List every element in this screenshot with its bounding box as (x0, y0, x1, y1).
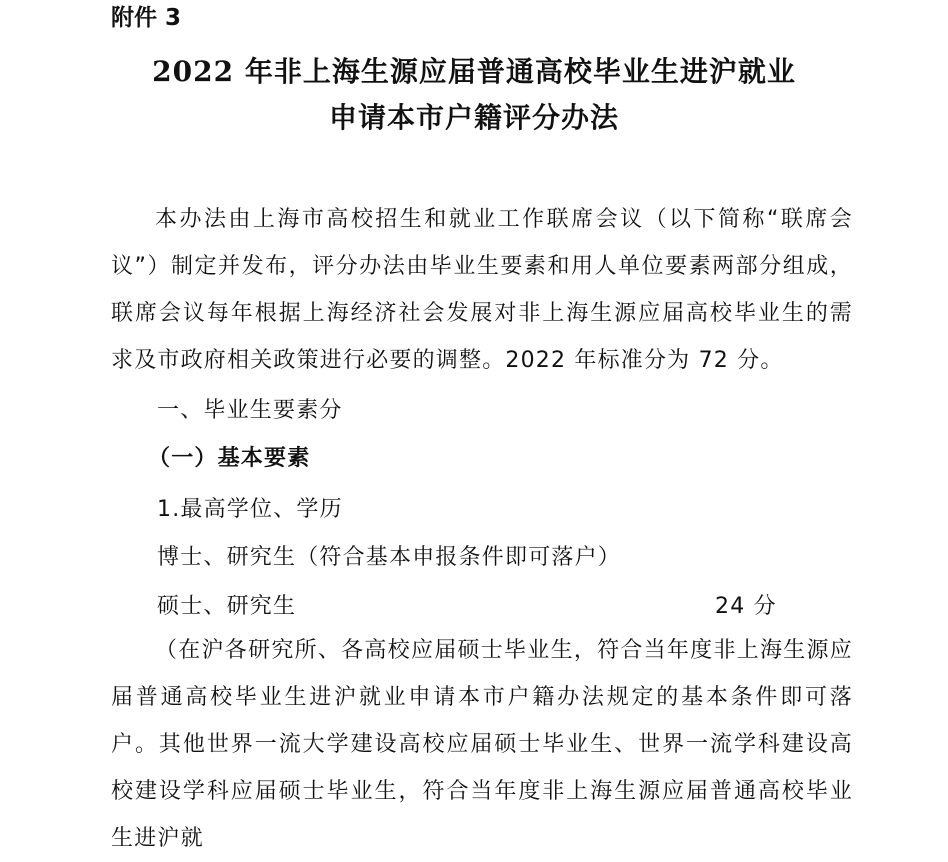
document-title-line-2: 申请本市户籍评分办法 (328, 101, 619, 134)
master-item-score: 24 分 (715, 594, 777, 619)
note-paragraph: （在沪各研究所、各高校应届硕士毕业生，符合当年度非上海生源应届普通高校毕业生进沪就业申请本市户籍办法规定的基本条件即可落户。其他世界一流大学建设高校应届硕士毕业生、世界一流学科建设高校建设学科应届硕士毕业生，符合当年度非上海生源应届普通高校毕业生进沪就 (111, 638, 853, 851)
intro-paragraph: 本办法由上海市高校招生和就业工作联席会议（以下简称“联席会议”）制定并发布，评分办法由毕业生要素和用人单位要素两部分组成，联席会议每年根据上海经济社会发展对非上海生源应届高校毕业生的需求及市政府相关政策进行必要的调整。2022 年标准分为 72 分。 (111, 207, 853, 373)
note-paragraph-block (111, 627, 853, 862)
item-heading: 1.最高学位、学历 (157, 497, 343, 522)
section-heading: 一、毕业生要素分 (157, 398, 343, 423)
master-item-label: 硕士、研究生 (157, 594, 297, 619)
document-title-line-1: 2022 年非上海生源应届普通高校毕业生进沪就业 (152, 55, 796, 88)
subsection-heading: （一）基本要素 (148, 446, 311, 471)
doctor-item: 博士、研究生（符合基本申报条件即可落户） (157, 545, 622, 570)
intro-paragraph-block (111, 196, 853, 384)
attachment-label: 附件 3 (111, 5, 182, 31)
